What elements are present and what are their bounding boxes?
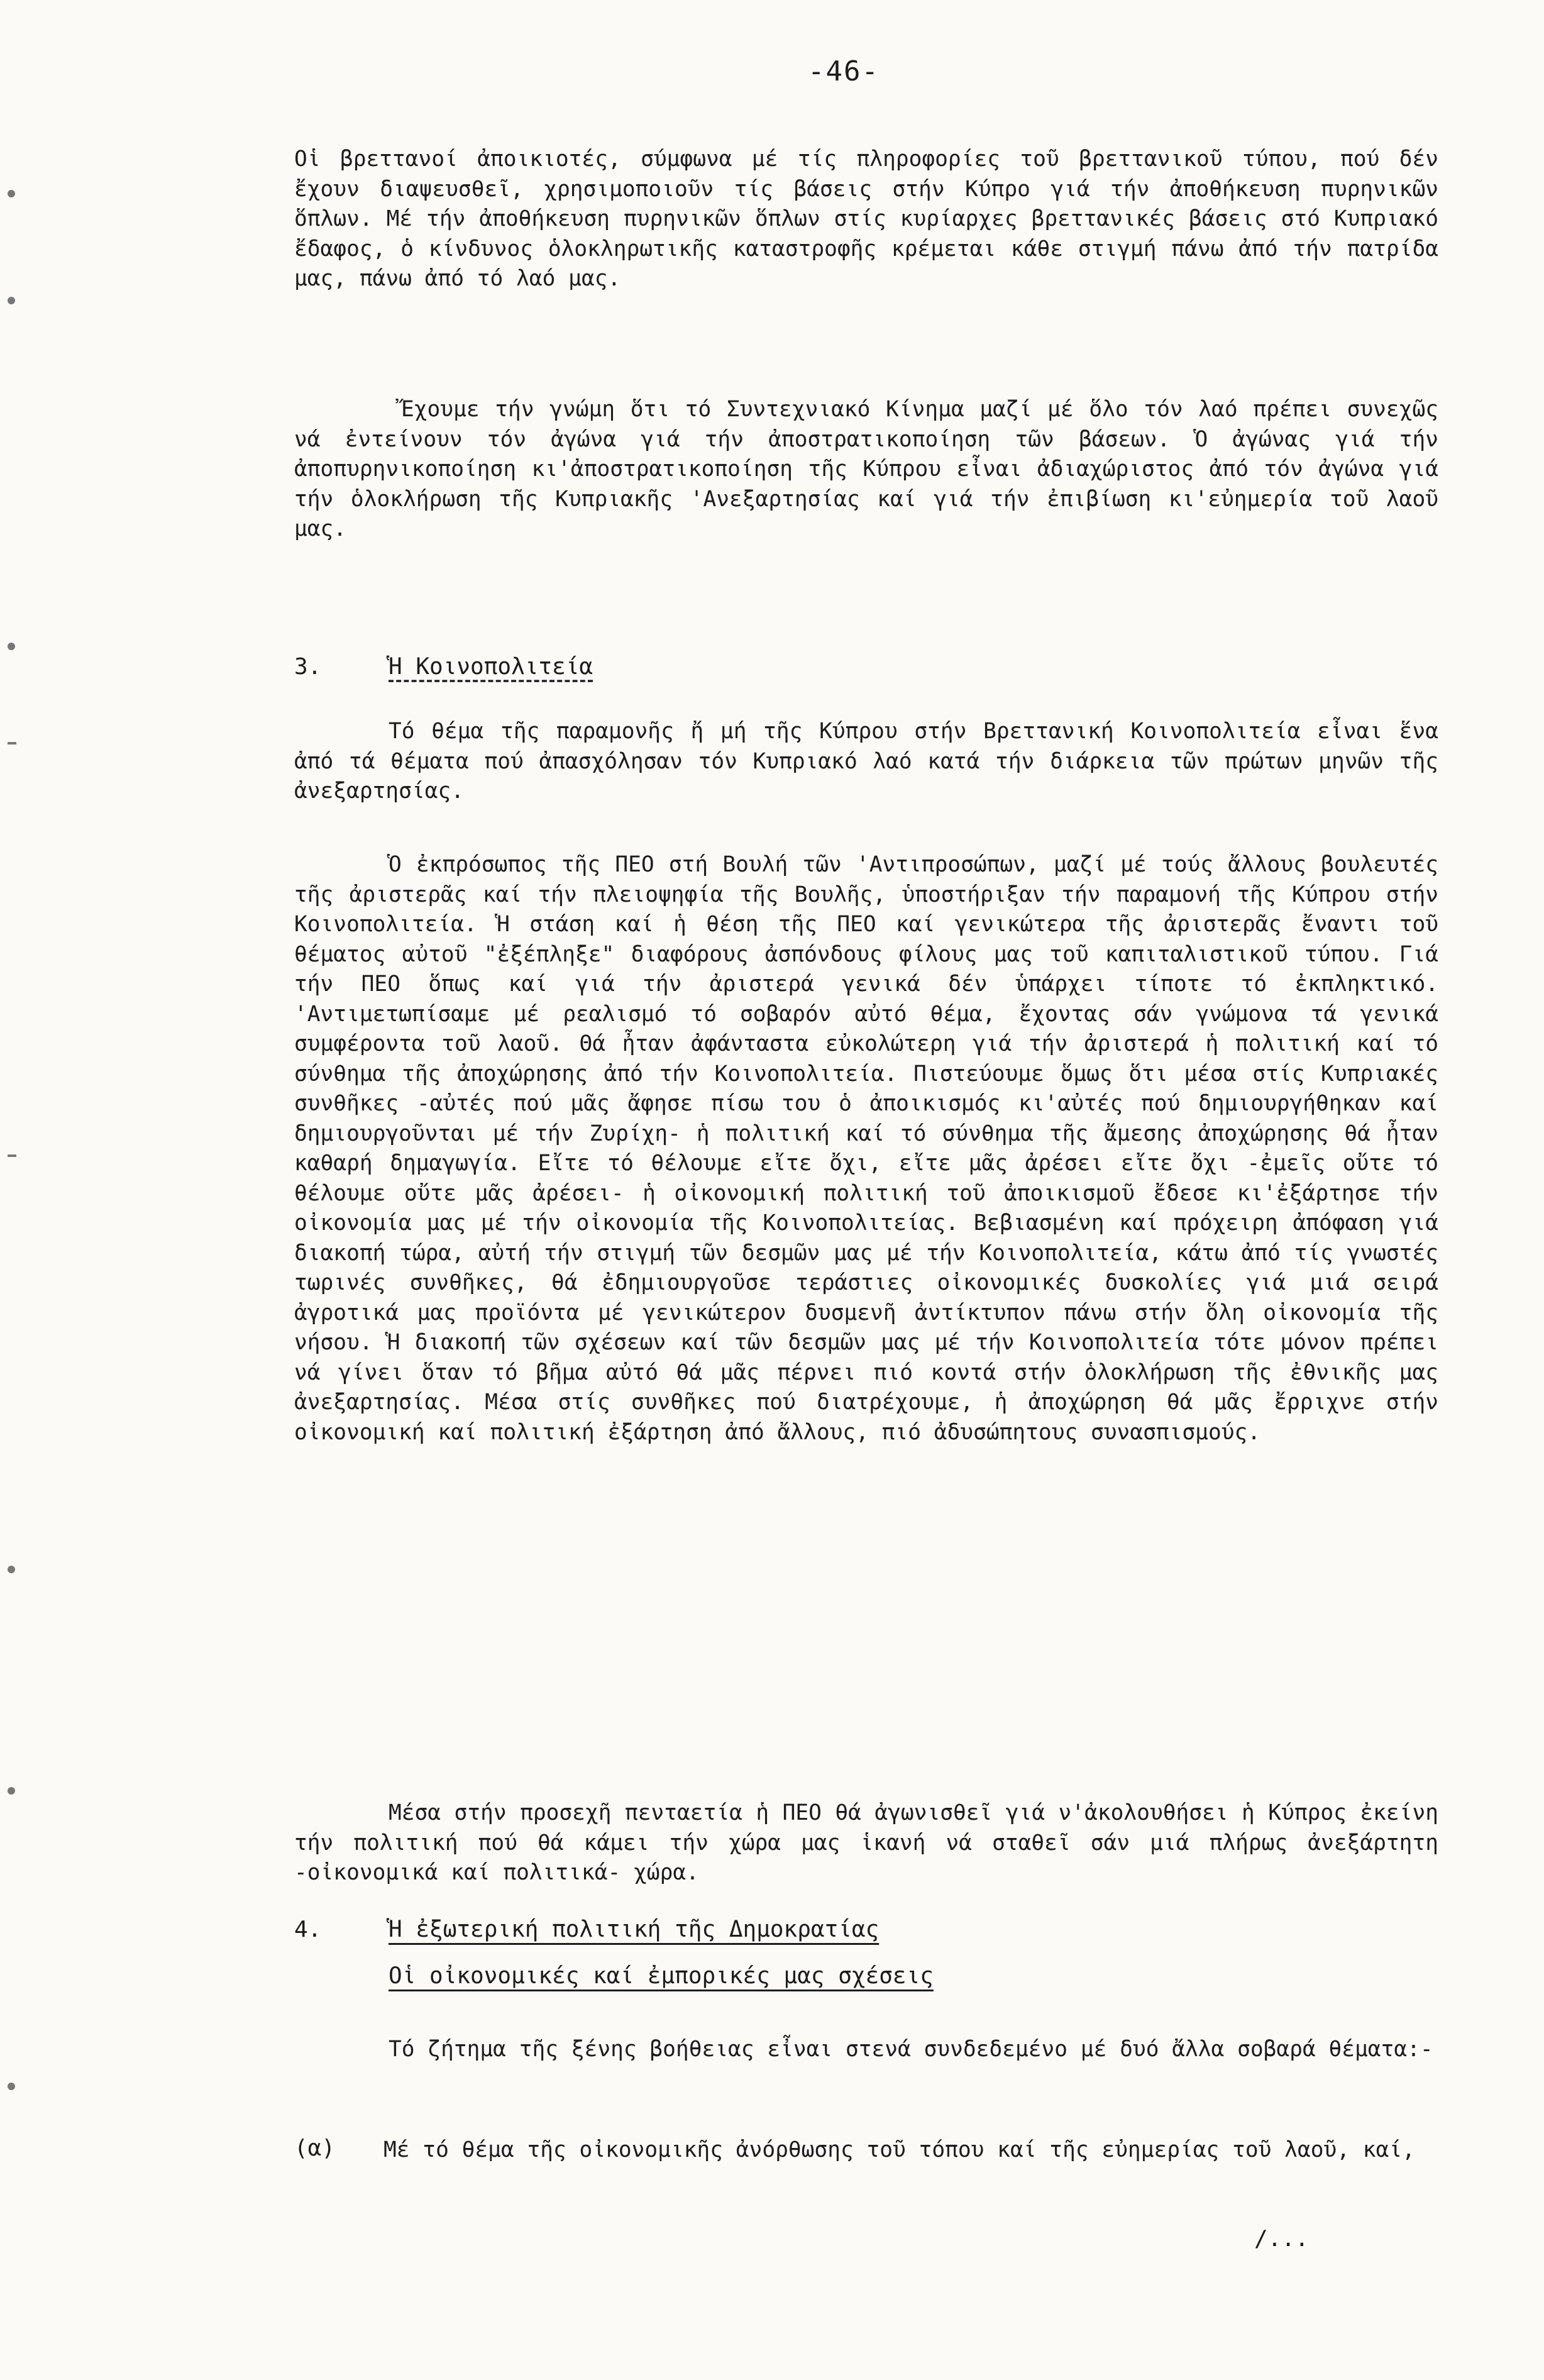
section-heading-foreign-policy: Ἡ ἐξωτερική πολιτική τῆς Δημοκρατίας: [389, 1917, 880, 1942]
page-number: -46-: [808, 55, 880, 87]
margin-mark: [8, 2083, 15, 2090]
paragraph-foreign-aid: Τό ζήτημα τῆς ξένης βοήθειας εἶναι στενά συνδεδεμένο μέ δυό ἄλλα σοβαρά θέματα:-: [389, 2037, 1433, 2062]
list-item-a: Μέ τό θέμα τῆς οἰκονομικῆς ἀνόρθωσης τοῦ τόπου καί τῆς εὐημερίας τοῦ λαοῦ, καί,: [383, 2137, 1415, 2162]
paragraph-peo-position: Ὁ ἐκπρόσωπος τῆς ΠΕΟ στή Βουλή τῶν 'Αντιπροσώπων, μαζί μέ τούς ἄλλους βουλευτές τῆς ἀριστερᾶς καί τήν πλειοψηφία τῆς Βουλῆς, ὑποστήριξαν τήν παραμονή τῆς Κύπρου στήν Κοινοπολιτεία. Ἡ στάση καί ἡ θέση τῆς ΠΕΟ καί γενικώτερα τῆς ἀριστερᾶς ἔναντι τοῦ θέματος αὐτοῦ "ἐξέπληξε" διαφόρους ἀσπόνδους φίλους μας τοῦ καπιταλιστικοῦ τύπου. Γιά τήν ΠΕΟ ὅπως καί γιά τήν ἀριστερά γενικά δέν ὑπάρχει τίποτε τό ἐκπληκτικό. 'Αντιμετωπίσαμε μέ ρεαλισμό τό σοβαρόν αὐτό θέμα, ἔχοντας σάν γνώμονα τά γενικά συμφέροντα τοῦ λαοῦ. Θά ἦταν ἀφάνταστα εὐκολώτερη γιά τήν ἀριστερά ἡ πολιτική καί τό σύνθημα τῆς ἀποχώρησης ἀπό τήν Κοινοπολιτεία. Πιστεύουμε ὅμως ὅτι μέσα στίς Κυπριακές συνθῆκες -αὐτές πού μᾶς ἄφησε πίσω του ὁ ἀποικισμός κι'αὐτές πού δημιουργήθηκαν καί δημιουργοῦνται μέ τήν Ζυρίχη- ἡ πολιτική καί τό σύνθημα τῆς ἄμεσης ἀποχώρησης θά ἦταν καθαρή δημαγωγία. Εἴτε τό θέλουμε εἴτε ὄχι, εἴτε μᾶς ἀρέσει εἴτε ὄχι -ἐμεῖς οὔτε τό θέλουμε οὔτε μᾶς ἀρέσει- ἡ οἰκονομική πολιτική τοῦ ἀποικισμοῦ ἔδεσε κι'ἐξάρτησε τήν οἰκονομία μας μέ τήν οἰκονομία τῆς Κοινοπολιτείας. Βεβιασμένη καί πρόχειρη ἀπόφαση γιά διακοπή τώρα, αὐτή τήν στιγμή τῶν δεσμῶν μας μέ τήν Κοινοπολιτεία, κάτω ἀπό τίς γνωστές τωρινές συνθῆκες, θά ἐδημιουργοῦσε τεράστιες οἰκονομικές δυσκολίες γιά μιά σειρά ἀγροτικά μας προϊόντα μέ γενικώτερον δυσμενῆ ἀντίκτυπον πάνω στήν ὅλη οἰκονομία τῆς νήσου. Ἡ διακοπή τῶν σχέσεων καί τῶν δεσμῶν μας μέ τήν Κοινοπολιτεία τότε μόνον πρέπει νά γίνει ὅταν τό βῆμα αὐτό θά μᾶς πέρνει πιό κοντά στήν ὁλοκλήρωση τῆς ἐθνικῆς μας ἀνεξαρτησίας. Μέσα στίς συνθῆκες πού διατρέχουμε, ἡ ἀποχώρηση θά μᾶς ἔρριχνε στήν οἰκονομική καί πολιτική ἐξάρτηση ἀπό ἄλλους, πιό ἀδυσώπητους συνασπισμούς.: [294, 852, 1438, 1445]
section-number-3: 3.: [294, 654, 322, 680]
margin-mark: [8, 643, 15, 650]
margin-mark: [8, 1566, 15, 1573]
paragraph-commonwealth-topic: Τό θέμα τῆς παραμονῆς ἤ μή τῆς Κύπρου στήν Βρεττανική Κοινοπολιτεία εἶναι ἕνα ἀπό τά θέματα πού ἀπασχόλησαν τόν Κυπριακό λαό κατά τήν διάρκεια τῶν πρώτων μηνῶν τῆς ἀνεξαρτησίας.: [294, 719, 1438, 804]
section-subheading-economic-relations: Οἱ οἰκονομικές καί ἐμπορικές μας σχέσεις: [389, 1963, 934, 1989]
paragraph-british-bases: Οἱ βρεττανοί ἀποικιοτές, σύμφωνα μέ τίς πληροφορίες τοῦ βρεττανικοῦ τύπου, πού δέν ἔχουν διαψευσθεῖ, χρησιμοποιοῦν τίς βάσεις στήν Κύπρο γιά τήν ἀποθήκευση πυρηνικῶν ὅπλων. Μέ τήν ἀποθήκευση πυρηνικῶν ὅπλων στίς κυρίαρχες βρεττανικές βάσεις στό Κυπριακό ἔδαφος, ὁ κίνδυνος ὁλοκληρωτικῆς καταστροφῆς κρέμεται κάθε στιγμή πάνω ἀπό τήν πατρίδα μας, πάνω ἀπό τό λαό μας.: [294, 147, 1438, 291]
margin-mark: [8, 190, 15, 197]
list-marker: (α): [294, 2135, 336, 2161]
section-number-4: 4.: [294, 1917, 322, 1942]
paragraph-demilitarisation: Ἔχουμε τήν γνώμη ὅτι τό Συντεχνιακό Κίνημα μαζί μέ ὅλο τόν λαό πρέπει συνεχῶς νά ἐντείνουν τόν ἀγώνα γιά τήν ἀποστρατικοποίηση τῶν βάσεων. Ὁ ἀγώνας γιά τήν ἀποπυρηνικοποίηση κι'ἀποστρατικοποίηση τῆς Κύπρου εἶναι ἀδιαχώριστος ἀπό τόν ἀγώνα γιά τήν ὁλοκλήρωση τῆς Κυπριακῆς 'Ανεξαρτησίας καί γιά τήν ἐπιβίωση κι'εὐημερία τοῦ λαοῦ μας.: [294, 397, 1438, 541]
margin-mark: [8, 1154, 16, 1157]
section-heading-commonwealth: Ἡ Κοινοπολιτεία: [389, 654, 593, 680]
margin-mark: [8, 297, 15, 304]
paragraph-five-year-plan: Μέσα στήν προσεχῆ πενταετία ἡ ΠΕΟ θά ἀγωνισθεῖ γιά ν'ἀκολουθήσει ἡ Κύπρος ἐκείνη τήν πολιτική πού θά κάμει τήν χώρα μας ἱκανή νά σταθεῖ σάν μιά πλήρως ἀνεξάρτητη -οἰκονομικά καί πολιτικά- χώρα.: [294, 1800, 1438, 1885]
margin-mark: [8, 742, 16, 744]
margin-mark: [8, 1787, 15, 1795]
continuation-mark: /...: [1254, 2226, 1309, 2252]
